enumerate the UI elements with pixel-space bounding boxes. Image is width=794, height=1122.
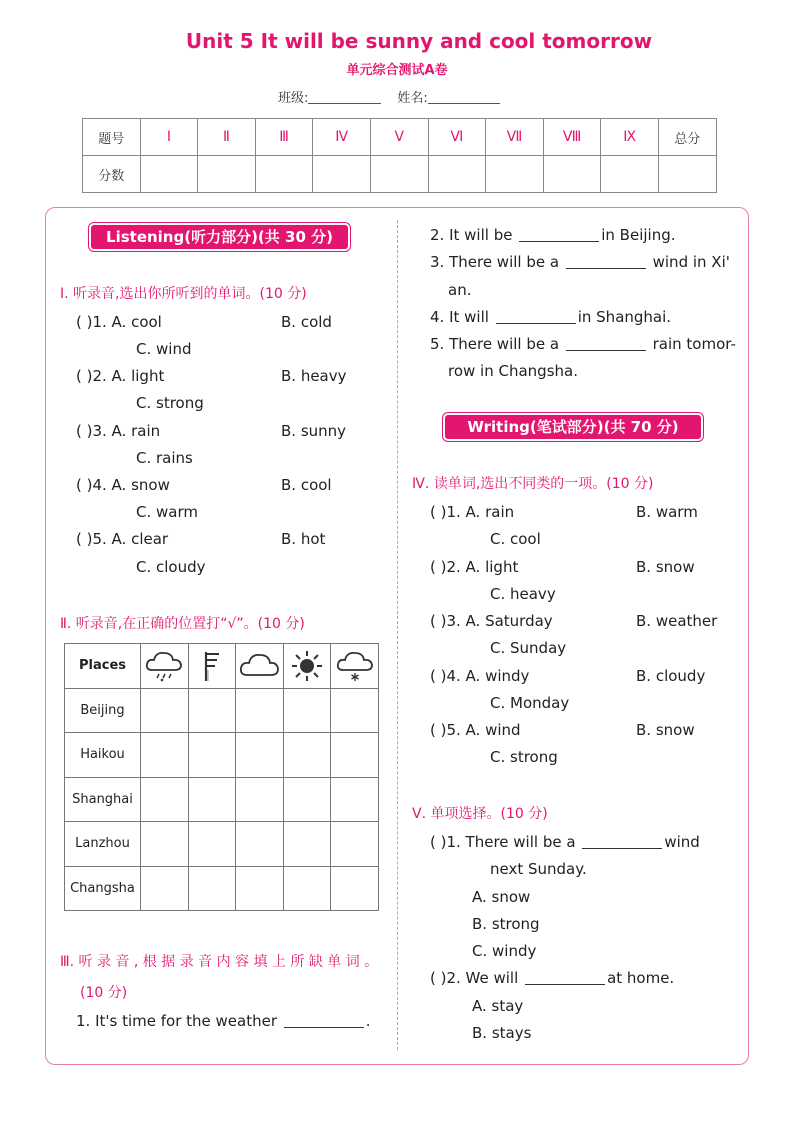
weather-table xyxy=(64,643,379,911)
page-title: Unit 5 It will be sunny and cool tomorrow xyxy=(185,29,653,53)
name-label: 姓名: xyxy=(397,91,428,106)
check-cell[interactable] xyxy=(331,866,379,911)
class-label: 班级: xyxy=(278,91,309,106)
weather-row-lanzhou xyxy=(65,822,379,867)
q1-5-option-b: B. hot xyxy=(281,530,326,548)
sun-icon xyxy=(283,644,331,689)
section-5-heading: Ⅴ. 单项选择。(10 分) xyxy=(412,806,548,822)
q5-1-option-c: C. windy xyxy=(472,942,537,960)
q5-2-blank[interactable] xyxy=(525,972,605,985)
q4-5-option-c: C. strong xyxy=(490,748,558,766)
score-input-3[interactable] xyxy=(255,156,313,193)
check-cell[interactable] xyxy=(188,866,236,911)
q5-1-cont: next Sunday. xyxy=(490,860,587,878)
listening-banner: Listening(听力部分)(共 30 分) xyxy=(91,225,348,249)
q1-5-option-c: C. cloudy xyxy=(136,558,206,576)
q4-1-option-b: B. warm xyxy=(636,503,698,521)
name-blank[interactable] xyxy=(428,92,500,104)
score-input-7[interactable] xyxy=(486,156,544,193)
check-cell[interactable] xyxy=(283,777,331,822)
weather-row-beijing xyxy=(65,688,379,733)
section-2-heading: Ⅱ. 听录音,在正确的位置打“√”。(10 分) xyxy=(60,616,305,632)
q1-3-stem: ( )3. A. rain xyxy=(76,422,161,440)
section-1-heading: Ⅰ. 听录音,选出你所听到的单词。(10 分) xyxy=(60,286,307,302)
score-input-total[interactable] xyxy=(658,156,716,193)
q3-5 xyxy=(430,335,736,353)
q1-2-stem: ( )2. A. light xyxy=(76,367,165,385)
q5-2-end: at home. xyxy=(607,969,675,987)
score-cell-3: Ⅲ xyxy=(255,119,313,156)
q4-3-option-c: C. Sunday xyxy=(490,639,567,657)
score-input-6[interactable] xyxy=(428,156,486,193)
score-row-label: 分数 xyxy=(83,156,141,193)
q4-2-stem: ( )2. A. light xyxy=(430,558,519,576)
check-cell[interactable] xyxy=(236,688,284,733)
q3-2-end: in Beijing. xyxy=(601,226,676,244)
check-cell[interactable] xyxy=(331,822,379,867)
score-cell-1: Ⅰ xyxy=(140,119,198,156)
q1-3-option-b: B. sunny xyxy=(281,422,347,440)
check-cell[interactable] xyxy=(188,822,236,867)
score-input-1[interactable] xyxy=(140,156,198,193)
q5-1-blank[interactable] xyxy=(582,836,662,849)
check-cell[interactable] xyxy=(236,866,284,911)
score-cell-5: Ⅴ xyxy=(370,119,428,156)
section-4-heading: Ⅳ. 读单词,选出不同类的一项。(10 分) xyxy=(412,476,654,492)
q1-2-option-c: C. strong xyxy=(136,394,204,412)
student-info-line xyxy=(278,87,500,106)
q1-1-option-c: C. wind xyxy=(136,340,192,358)
q5-1-option-a: A. snow xyxy=(472,888,531,906)
check-cell[interactable] xyxy=(141,777,189,822)
q1-5-stem: ( )5. A. clear xyxy=(76,530,169,548)
q5-1-end: wind xyxy=(664,833,700,851)
q3-3-text: 3. There will be a xyxy=(430,253,560,271)
place-label: Beijing xyxy=(65,688,141,733)
q3-5-end: rain tomor- xyxy=(652,335,736,353)
cloud-icon xyxy=(236,644,284,689)
q3-1 xyxy=(76,1012,371,1030)
weather-table-header-row xyxy=(65,644,379,689)
q5-2-option-b: B. stays xyxy=(472,1024,532,1042)
place-label: Lanzhou xyxy=(65,822,141,867)
check-cell[interactable] xyxy=(236,777,284,822)
q4-2-option-c: C. heavy xyxy=(490,585,556,603)
q5-2 xyxy=(430,969,674,987)
weather-row-shanghai xyxy=(65,777,379,822)
q1-1-stem: ( )1. A. cool xyxy=(76,313,162,331)
place-label: Shanghai xyxy=(65,777,141,822)
score-table-score-row xyxy=(83,156,717,193)
q4-4-option-c: C. Monday xyxy=(490,694,570,712)
q4-5-stem: ( )5. A. wind xyxy=(430,721,521,739)
q1-1-option-b: B. cold xyxy=(281,313,332,331)
check-cell[interactable] xyxy=(331,733,379,778)
q4-3-option-b: B. weather xyxy=(636,612,718,630)
weather-row-haikou xyxy=(65,733,379,778)
page-subtitle: 单元综合测试A卷 xyxy=(346,63,448,78)
score-cell-4: Ⅳ xyxy=(313,119,371,156)
score-cell-8: Ⅷ xyxy=(543,119,601,156)
check-cell[interactable] xyxy=(283,822,331,867)
score-input-8[interactable] xyxy=(543,156,601,193)
q3-3-end: wind in Xi' xyxy=(652,253,730,271)
q3-3-blank[interactable] xyxy=(566,256,646,269)
score-input-5[interactable] xyxy=(370,156,428,193)
check-cell[interactable] xyxy=(141,733,189,778)
q5-2-option-a: A. stay xyxy=(472,997,524,1015)
q3-5-text: 5. There will be a xyxy=(430,335,560,353)
q4-1-option-c: C. cool xyxy=(490,530,541,548)
q5-1-text: ( )1. There will be a xyxy=(430,833,576,851)
q4-5-option-b: B. snow xyxy=(636,721,695,739)
place-label: Haikou xyxy=(65,733,141,778)
q3-4-blank[interactable] xyxy=(496,311,576,324)
q1-2-option-b: B. heavy xyxy=(281,367,347,385)
q3-4-text: 4. It will xyxy=(430,308,489,326)
q3-5-blank[interactable] xyxy=(566,338,646,351)
q3-4 xyxy=(430,308,671,326)
q3-2-text: 2. It will be xyxy=(430,226,513,244)
score-table-header-row xyxy=(83,119,717,156)
score-cell-2: Ⅱ xyxy=(198,119,256,156)
q3-3 xyxy=(430,253,730,271)
section-3-heading-line1: Ⅲ. 听 录 音 , 根 据 录 音 内 容 填 上 所 缺 单 词 。 xyxy=(60,954,379,970)
score-cell-label: 题号 xyxy=(83,119,141,156)
writing-banner: Writing(笔试部分)(共 70 分) xyxy=(445,415,701,439)
q4-2-option-b: B. snow xyxy=(636,558,695,576)
check-cell[interactable] xyxy=(188,688,236,733)
check-cell[interactable] xyxy=(331,688,379,733)
score-input-4[interactable] xyxy=(313,156,371,193)
q3-1-text: 1. It's time for the weather xyxy=(76,1012,277,1030)
score-cell-6: Ⅵ xyxy=(428,119,486,156)
q1-4-option-c: C. warm xyxy=(136,503,198,521)
score-table xyxy=(82,118,717,193)
score-cell-7: Ⅶ xyxy=(486,119,544,156)
q3-1-blank[interactable] xyxy=(284,1015,364,1028)
check-cell[interactable] xyxy=(141,822,189,867)
q4-3-stem: ( )3. A. Saturday xyxy=(430,612,553,630)
class-blank[interactable] xyxy=(308,92,381,104)
rain-cloud-icon xyxy=(141,644,189,689)
q5-1 xyxy=(430,833,700,851)
q5-1-option-b: B. strong xyxy=(472,915,540,933)
check-cell[interactable] xyxy=(283,866,331,911)
q1-4-option-b: B. cool xyxy=(281,476,332,494)
q4-4-option-b: B. cloudy xyxy=(636,667,706,685)
q3-1-end: . xyxy=(365,1012,371,1030)
score-input-9[interactable] xyxy=(601,156,659,193)
q4-4-stem: ( )4. A. windy xyxy=(430,667,530,685)
check-cell[interactable] xyxy=(283,733,331,778)
q3-2 xyxy=(430,226,676,244)
check-cell[interactable] xyxy=(331,777,379,822)
check-cell[interactable] xyxy=(188,777,236,822)
place-label: Changsha xyxy=(65,866,141,911)
score-input-2[interactable] xyxy=(198,156,256,193)
q3-3-cont: an. xyxy=(448,281,472,299)
q1-4-stem: ( )4. A. snow xyxy=(76,476,170,494)
q3-5-cont: row in Changsha. xyxy=(448,362,578,380)
q3-2-blank[interactable] xyxy=(519,229,599,242)
section-3-heading-line2: (10 分) xyxy=(80,985,128,1001)
check-cell[interactable] xyxy=(141,866,189,911)
wind-flag-icon xyxy=(188,644,236,689)
column-divider xyxy=(397,220,398,1050)
weather-row-changsha xyxy=(65,866,379,911)
q5-2-text: ( )2. We will xyxy=(430,969,519,987)
q1-3-option-c: C. rains xyxy=(136,449,193,467)
snow-cloud-icon xyxy=(331,644,379,689)
places-header: Places xyxy=(65,644,141,689)
check-cell[interactable] xyxy=(141,688,189,733)
check-cell[interactable] xyxy=(188,733,236,778)
score-cell-total: 总分 xyxy=(658,119,716,156)
check-cell[interactable] xyxy=(283,688,331,733)
q3-4-end: in Shanghai. xyxy=(577,308,672,326)
check-cell[interactable] xyxy=(236,822,284,867)
check-cell[interactable] xyxy=(236,733,284,778)
q4-1-stem: ( )1. A. rain xyxy=(430,503,515,521)
score-cell-9: Ⅸ xyxy=(601,119,659,156)
